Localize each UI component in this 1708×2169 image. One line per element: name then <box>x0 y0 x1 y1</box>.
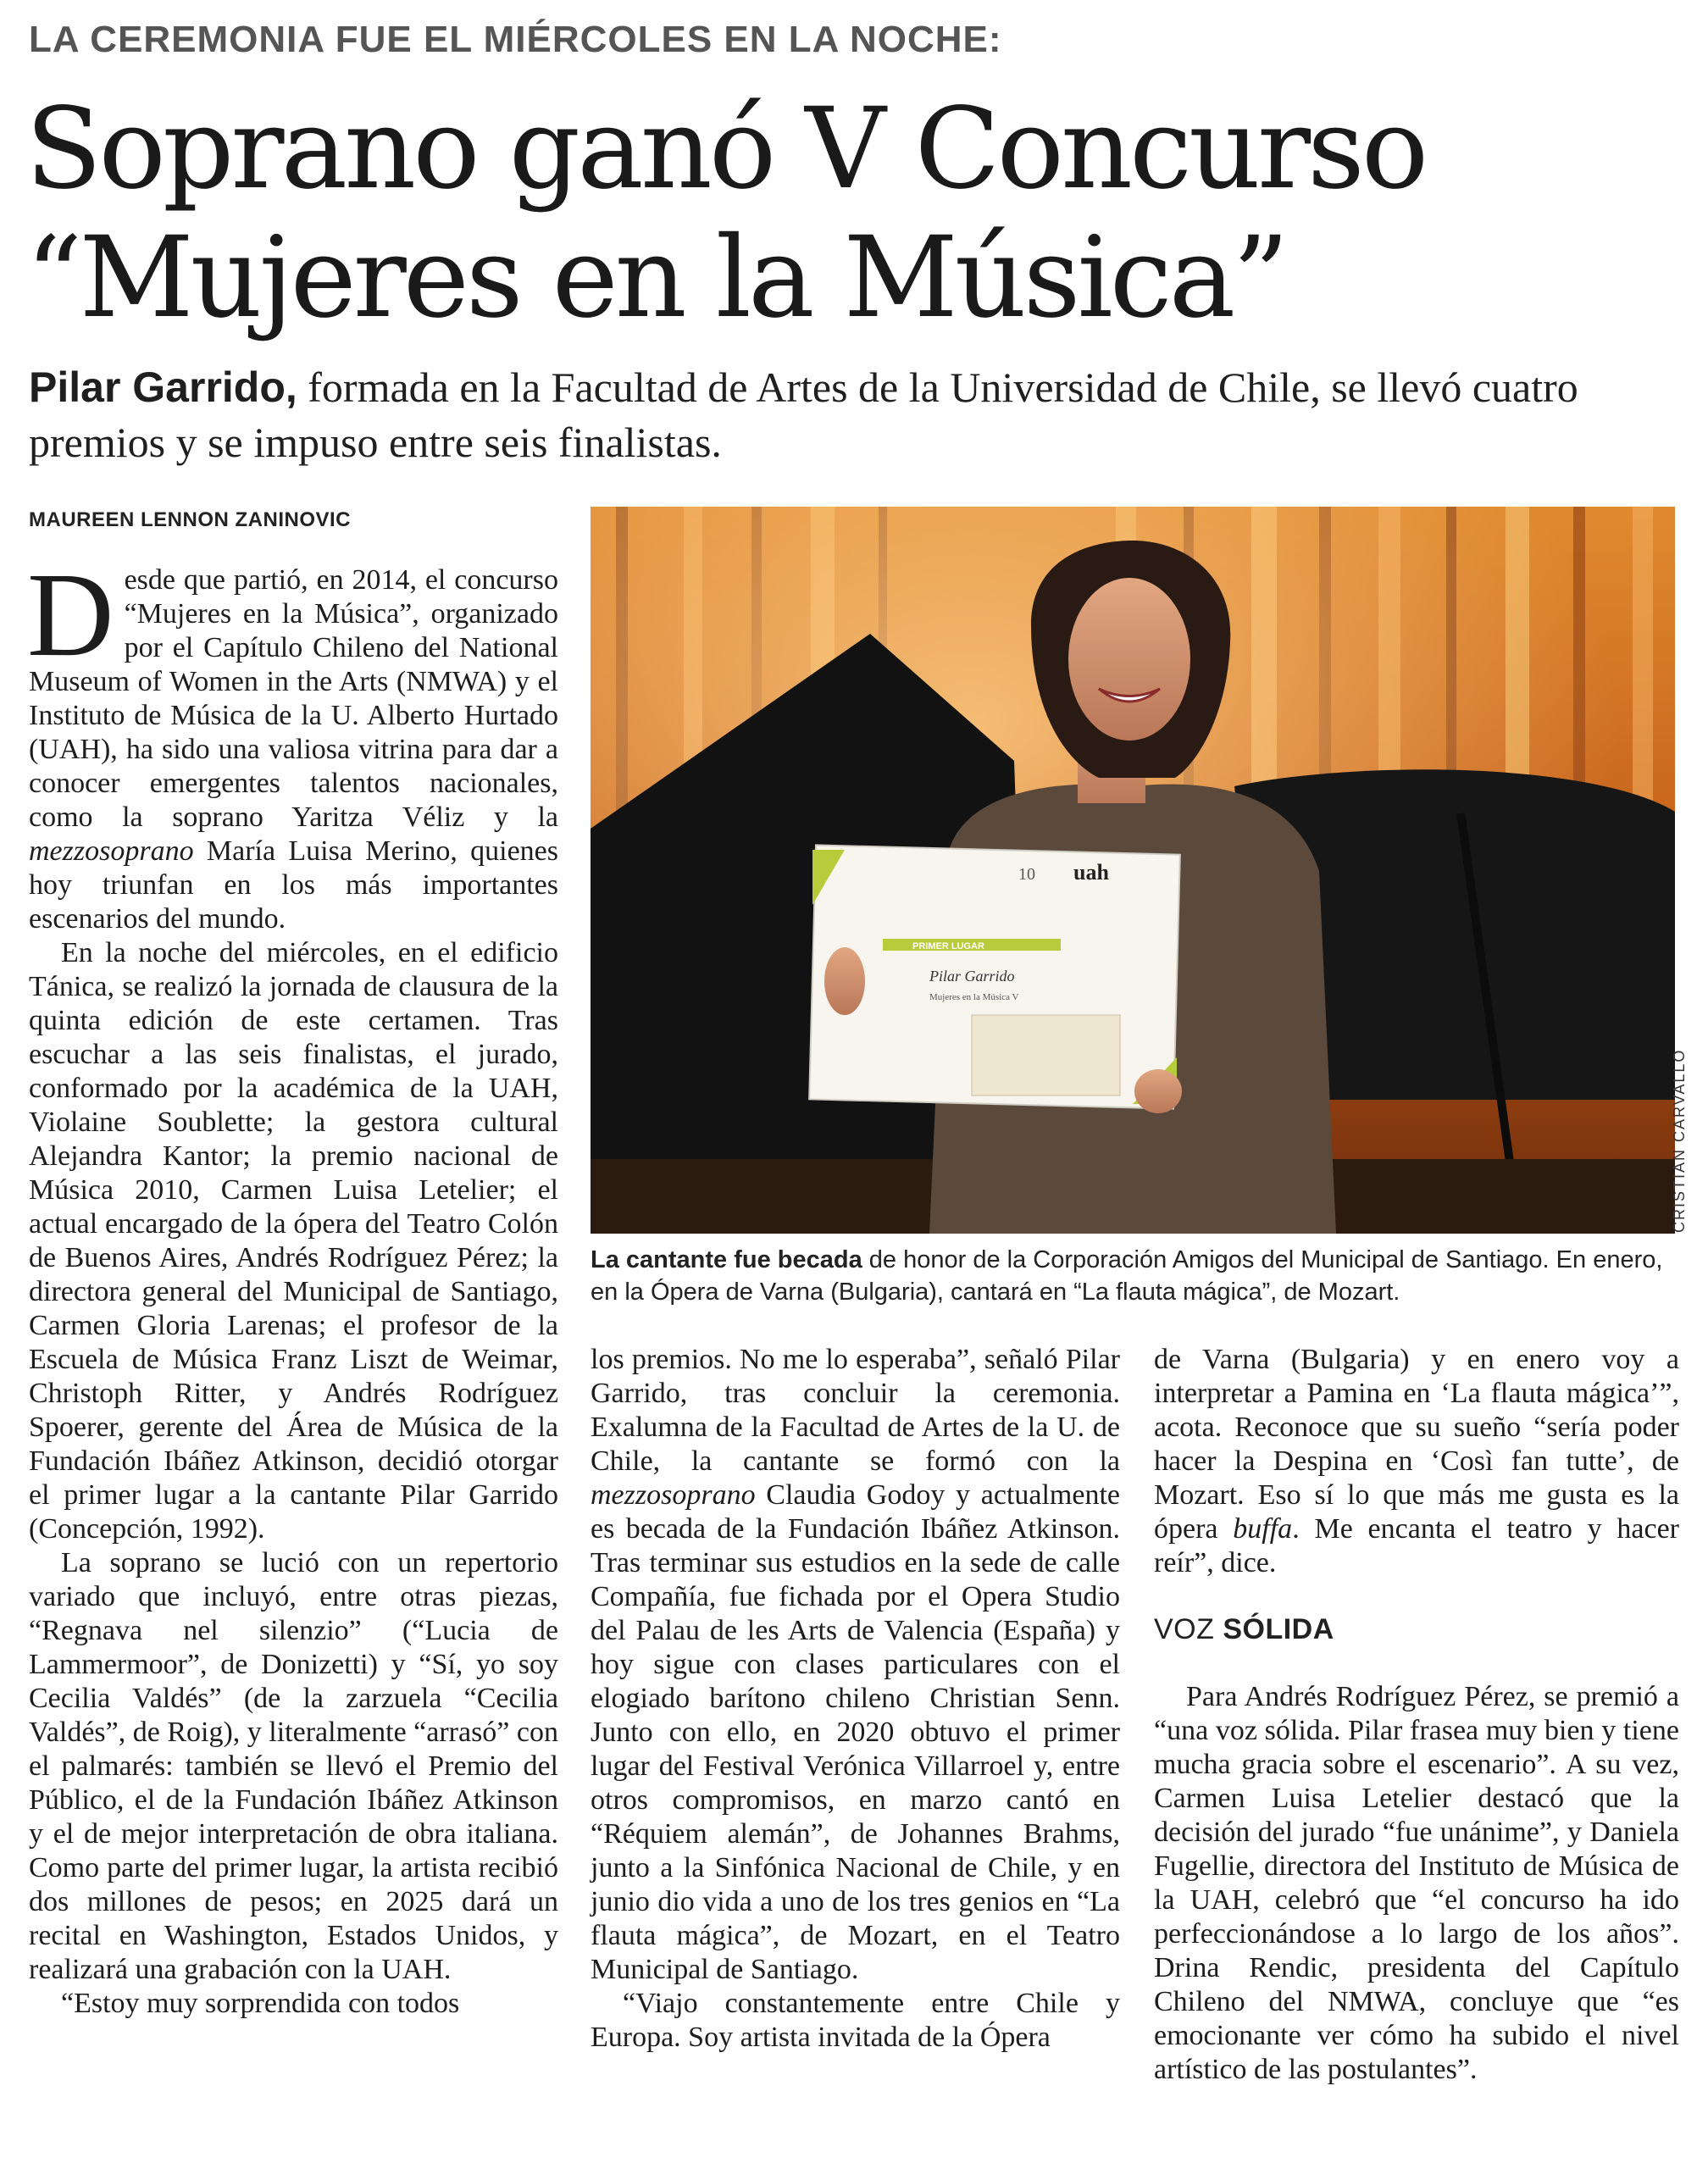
paragraph-5-continued <box>1154 1343 1679 1580</box>
photo-caption <box>591 1244 1679 1308</box>
deck-text: formada en la Facultad de Artes de la Universidad de Chile, se llevó cuatro premios y se impuso entre seis finalistas. <box>29 363 1578 466</box>
caption-text: de honor de la Corporación Amigos del Municipal de Santiago. En enero, en la Ópera de Varna (Bulgaria), cantará en “La flauta mágica”, de Mozart. <box>591 1246 1663 1306</box>
paragraph-5-start: “Viajo constantemente entre Chile y Europa. Soy artista invitada de la Ópera <box>591 1988 1120 2053</box>
subhead-light: VOZ <box>1154 1613 1223 1645</box>
kicker: LA CEREMONIA FUE EL MIÉRCOLES EN LA NOCHE: <box>29 19 1002 60</box>
diploma-contest: Mujeres en la Música V <box>929 992 1019 1002</box>
paragraph-1-text-b: María Luisa Merino, quienes hoy triunfan en los más importantes escenarios del mundo. <box>29 835 558 935</box>
paragraph-2: En la noche del miércoles, en el edificio Tánica, se realizó la jornada de clausura de la quinta edición de este certamen. Tras escuchar a las seis finalistas, el jurado, conformado por la académica de la UAH, Violaine Soublette; la gestora cultural Alejandra Kantor; la premio nacional de Música 2010, Carmen Luisa Letelier; el actual encargado de la ópera del Teatro Colón de Buenos Aires, Andrés Rodríguez Pérez; la directora general del Municipal de Santiago, Carmen Gloria Larenas; el profesor de la Escuela de Música Franz Liszt de Weimar, Christoph Ritter, y Andrés Rodríguez Spoerer, gerente del Área de Música de la Fundación Ibáñez Atkinson, decidió otorgar el primer lugar a la cantante Pilar Garrido (Concepción, 1992). <box>29 937 558 1545</box>
article-column-3 <box>1154 1343 1679 2156</box>
article-column-1 <box>27 547 558 2156</box>
diploma-title: PRIMER LUGAR <box>912 941 984 951</box>
photo-illustration <box>591 507 1675 1234</box>
diploma-name: Pilar Garrido <box>929 968 1015 985</box>
paragraph-5-italic: buffa <box>1233 1513 1293 1545</box>
caption-bold: La cantante fue becada <box>591 1246 862 1273</box>
diploma-number: 10 <box>1018 865 1035 884</box>
byline: MAUREEN LENNON ZANINOVIC <box>29 508 352 531</box>
paragraph-4-text-a: los premios. No me lo esperaba”, señaló Pilar Garrido, tras concluir la ceremonia. Exalumna de la Facultad de Artes de la U. de Chile, la cantante se formó con la <box>591 1344 1120 1477</box>
diploma-logo: uah <box>1073 860 1109 885</box>
section-subhead <box>1154 1612 1679 1646</box>
headline-line-2: “Mujeres en la Música” <box>25 213 1286 343</box>
deck <box>29 360 1681 470</box>
subhead-bold: SÓLIDA <box>1223 1613 1334 1645</box>
photo-credit: CRISTIAN CARVALLO <box>1671 1048 1688 1233</box>
envelope <box>972 1015 1120 1096</box>
deck-bold: Pilar Garrido, <box>29 363 297 411</box>
paragraph-3: La soprano se lució con un repertorio variado que incluyó, entre otras piezas, “Regnava nel silenzio” (“Lucia de Lammermoor”, de Donizetti) y “Sí, yo soy Cecilia Valdés” (de la zarzuela “Cecilia Valdés”, de Roig), y literalmente “arrasó” con el palmarés: también se llevó el Premio del Público, el de la Fundación Ibáñez Atkinson y el de mejor interpretación de obra italiana. Como parte del primer lugar, la artista recibió dos millones de pesos; en 2025 dará un recital en Washington, Estados Unidos, y realizará una grabación con la UAH. <box>29 1547 558 1985</box>
paragraph-4-start: “Estoy muy sorprendida con todos <box>61 1988 460 2019</box>
headline <box>25 85 1686 342</box>
paragraph-5-text-a: de Varna (Bulgaria) y en enero voy a interpretar a Pamina en ‘La flauta mágica’”, acota. Reconoce que su sueño “sería poder hacer la Despina en ‘Così fan tutte’, de Mozart. Eso sí lo que más me gusta es la ópera <box>1154 1344 1679 1545</box>
paragraph-1-text-a: esde que partió, en 2014, el concurso “Mujeres en la Música”, organizado por el Capítulo Chileno del National Museum of Women in the Arts (NMWA) y el Instituto de Música de la U. Alberto Hurtado (UAH), ha sido una valiosa vitrina para dar a conocer emergentes talentos nacionales, como la soprano Yaritza Véliz y la <box>29 564 558 833</box>
paragraph-4-continued <box>591 1343 1120 1987</box>
paragraph-4-text-b: Claudia Godoy y actualmente es becada de la Fundación Ibáñez Atkinson. Tras terminar sus estudios en la sede de calle Compañía, fue fichada por el Opera Studio del Palau de les Arts de Valencia (España) y hoy sigue con clases particulares con el elogiado barítono chileno Christian Senn. Junto con ello, en 2020 obtuvo el primer lugar del Festival Verónica Villarroel y, entre otros compromisos, en marzo cantó en “Réquiem alemán”, de Johannes Brahms, junto a la Sinfónica Nacional de Chile, y en junio dio vida a uno de los tres genios en “La flauta mágica”, de Mozart, en el Teatro Municipal de Santiago. <box>591 1479 1120 1985</box>
paragraph-1-italic: mezzosoprano <box>29 835 194 867</box>
article-column-2 <box>591 1343 1120 2156</box>
face <box>1068 578 1190 741</box>
headline-line-1: Soprano ganó V Concurso <box>25 84 1426 214</box>
paragraph-1 <box>27 547 558 936</box>
paragraph-4-italic: mezzosoprano <box>591 1479 756 1511</box>
paragraph-5-text-b: . Me encanta el teatro y hacer reír”, dice. <box>1154 1513 1679 1578</box>
article-photo <box>591 507 1675 1234</box>
drop-cap: D <box>27 547 114 681</box>
paragraph-6: Para Andrés Rodríguez Pérez, se premió a “una voz sólida. Pilar frasea muy bien y tiene mucha gracia sobre el escenario”. A su vez, Carmen Luisa Letelier destacó que la decisión del jurado “fue unánime”, y Daniela Fugellie, directora del Instituto de Música de la UAH, celebró que “el concurso ha ido perfeccionándose a lo largo de los años”. Drina Rendic, presidenta del Capítulo Chileno del NMWA, concluye que “es emocionante ver cómo ha subido el nivel artístico de las postulantes”. <box>1154 1681 1679 2085</box>
